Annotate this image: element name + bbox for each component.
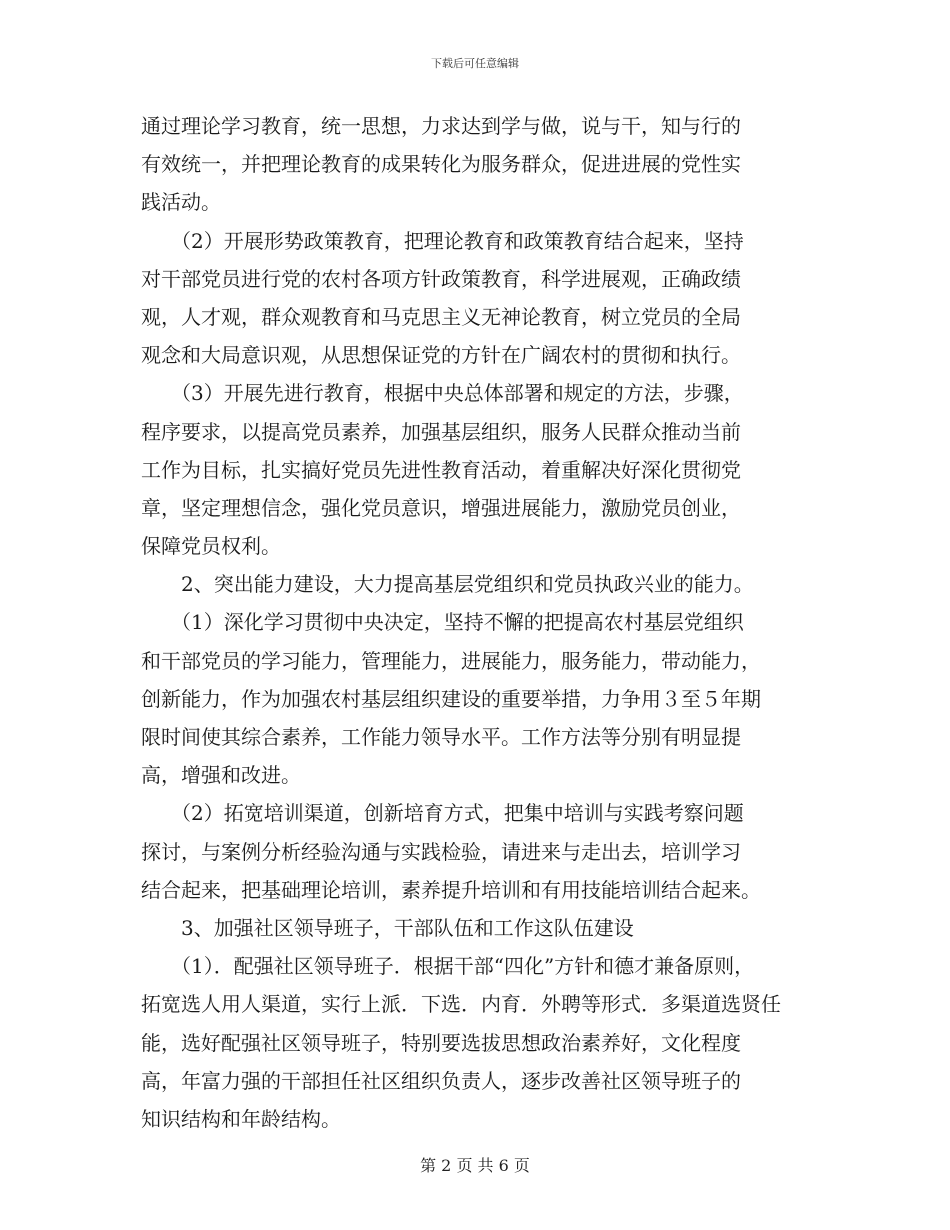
text-line: （1）．配强社区领导班子．根据干部“四化”方针和德才兼备原则， (141, 954, 755, 979)
text-line: 能，选好配强社区领导班子，特别要选拔思想政治素养好，文化程度 (141, 1030, 741, 1055)
text-line: 观，人才观，群众观教育和马克思主义无神论教育，树立党员的全局 (141, 304, 741, 329)
text-line: （3）开展先进行教育，根据中央总体部署和规定的方法，步骤， (141, 381, 744, 406)
text-line: 探讨，与案例分析经验沟通与实践检验，请进来与走出去，培训学习 (141, 839, 741, 864)
text-line: 有效统一，并把理论教育的成果转化为服务群众，促进进展的党性实 (141, 152, 741, 177)
text-line: 保障党员权利。 (141, 534, 281, 559)
text-line: （1）深化学习贯彻中央决定，坚持不懈的把提高农村基层党组织 (141, 610, 744, 635)
text-line: 拓宽选人用人渠道，实行上派．下选．内育．外聘等形式．多渠道选贤任 (141, 992, 781, 1017)
text-line: 知识结构和年龄结构。 (141, 1106, 341, 1131)
text-line: 限时间使其综合素养，工作能力领导水平。工作方法等分别有明显提 (141, 725, 741, 749)
text-line: 2、突出能力建设，大力提高基层党组织和党员执政兴业的能力。 (141, 572, 754, 597)
text-line: 通过理论学习教育，统一思想，力求达到学与做，说与干，知与行的 (141, 114, 741, 138)
text-line: 程序要求，以提高党员素养，加强基层组织，服务人民群众推动当前 (141, 419, 741, 444)
text-line: （2）拓宽培训渠道，创新培育方式，把集中培训与实践考察问题 (141, 801, 744, 826)
text-line: 高，年富力强的干部担任社区组织负责人，逐步改善社区领导班子的 (141, 1068, 741, 1093)
text-line: 和干部党员的学习能力，管理能力，进展能力，服务能力，带动能力， (141, 648, 761, 673)
text-line: 对干部党员进行党的农村各项方针政策教育，科学进展观，正确政绩 (141, 266, 741, 291)
page-footer: 第 2 页 共 6 页 (420, 1156, 530, 1175)
text-line: 高，增强和改进。 (141, 763, 301, 788)
document-body (141, 107, 821, 1138)
text-line: 章，坚定理想信念，强化党员意识，增强进展能力，激励党员创业， (141, 495, 741, 520)
text-line: 结合起来，把基础理论培训，素养提升培训和有用技能培训结合起来。 (141, 877, 761, 902)
text-line: （2）开展形势政策教育，把理论教育和政策教育结合起来，坚持 (141, 228, 744, 253)
page-header: 下载后可任意编辑 (431, 57, 519, 70)
text-line: 观念和大局意识观，从思想保证党的方针在广阔农村的贯彻和执行。 (141, 343, 741, 368)
text-line: 工作为目标，扎实搞好党员先进性教育活动，着重解决好深化贯彻党 (141, 457, 741, 482)
text-line: 3、加强社区领导班子，干部队伍和工作这队伍建设 (141, 915, 634, 940)
text-line: 创新能力，作为加强农村基层组织建设的重要举措，力争用３至５年期 (141, 686, 761, 711)
text-line: 践活动。 (141, 190, 221, 215)
